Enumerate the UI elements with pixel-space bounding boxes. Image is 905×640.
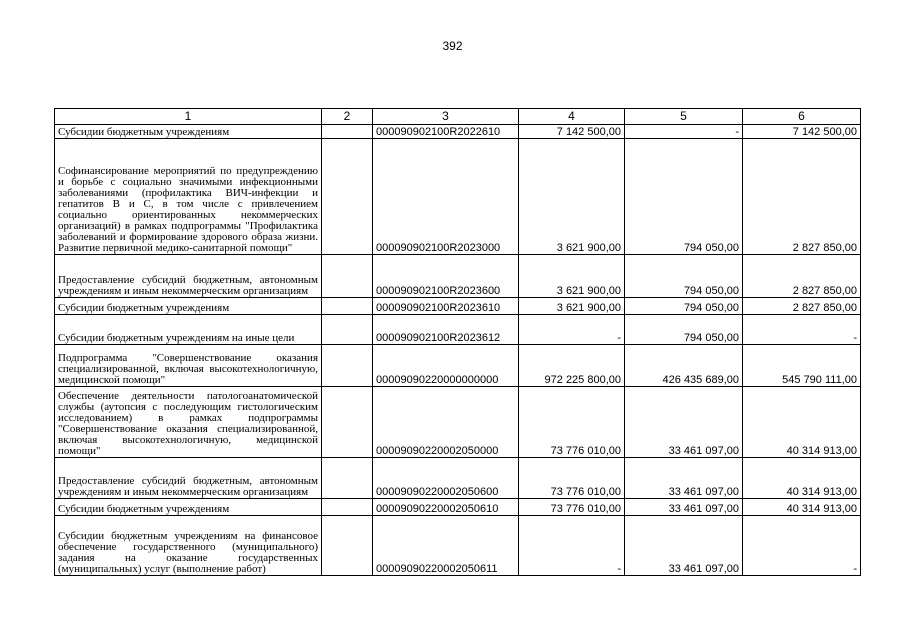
row-name: Субсидии бюджетным учреждениям bbox=[55, 125, 322, 139]
row-col6: 40 314 913,00 bbox=[743, 458, 861, 499]
row-code: 00009090220002050611 bbox=[373, 516, 519, 576]
row-col4: 7 142 500,00 bbox=[519, 125, 625, 139]
table-header-row bbox=[55, 109, 861, 125]
row-code: 000090902100R2023600 bbox=[373, 255, 519, 298]
table-row bbox=[55, 499, 861, 516]
row-name: Предоставление субсидий бюджетным, автономным учреждениям и иным некоммерческим организациям bbox=[55, 458, 322, 499]
row-col5: 794 050,00 bbox=[625, 298, 743, 315]
row-col4: 73 776 010,00 bbox=[519, 458, 625, 499]
row-col5: 33 461 097,00 bbox=[625, 458, 743, 499]
row-name: Софинансирование мероприятий по предупреждению и борьбе с социально значимыми инфекционными заболеваниями (профилактика ВИЧ-инфекции и гепатитов В и С, в том числе с привлечением социально ориентированных некоммерческих организаций) в рамках подпрограммы "Профилактика заболеваний и формирование здорового образа жизни. Развитие первичной медико-санитарной помощи" bbox=[55, 139, 322, 255]
row-name: Предоставление субсидий бюджетным, автономным учреждениям и иным некоммерческим организациям bbox=[55, 255, 322, 298]
row-col6: 2 827 850,00 bbox=[743, 255, 861, 298]
row-col5: 794 050,00 bbox=[625, 315, 743, 345]
row-col2 bbox=[322, 315, 373, 345]
row-col5: 33 461 097,00 bbox=[625, 387, 743, 458]
row-col2 bbox=[322, 255, 373, 298]
table-row bbox=[55, 387, 861, 458]
row-col6: 40 314 913,00 bbox=[743, 387, 861, 458]
row-col2 bbox=[322, 139, 373, 255]
row-name: Обеспечение деятельности патологоанатомической службы (аутопсия с последующим гистологическим исследованием) в рамках подпрограммы "Совершенствование оказания специализированной, включая высокотехнологичную, медицинской помощи" bbox=[55, 387, 322, 458]
row-col6: 7 142 500,00 bbox=[743, 125, 861, 139]
table-row bbox=[55, 516, 861, 576]
row-col2 bbox=[322, 499, 373, 516]
row-code: 00009090220000000000 bbox=[373, 345, 519, 387]
row-col6: - bbox=[743, 315, 861, 345]
row-code: 000090902100R2022610 bbox=[373, 125, 519, 139]
row-code: 00009090220002050600 bbox=[373, 458, 519, 499]
column-header: 1 bbox=[55, 109, 322, 125]
row-col4: 73 776 010,00 bbox=[519, 387, 625, 458]
row-col4: 972 225 800,00 bbox=[519, 345, 625, 387]
row-col2 bbox=[322, 298, 373, 315]
row-col2 bbox=[322, 458, 373, 499]
row-col2 bbox=[322, 345, 373, 387]
table-row bbox=[55, 255, 861, 298]
page-number: 392 bbox=[442, 39, 463, 53]
table-row bbox=[55, 345, 861, 387]
row-name: Подпрограмма "Совершенствование оказания специализированной, включая высокотехнологичную, медицинской помощи" bbox=[55, 345, 322, 387]
row-code: 000090902100R2023612 bbox=[373, 315, 519, 345]
row-code: 00009090220002050610 bbox=[373, 499, 519, 516]
row-col6: 545 790 111,00 bbox=[743, 345, 861, 387]
row-col4: - bbox=[519, 315, 625, 345]
row-name: Субсидии бюджетным учреждениям на иные цели bbox=[55, 315, 322, 345]
column-header: 3 bbox=[373, 109, 519, 125]
row-name: Субсидии бюджетным учреждениям bbox=[55, 499, 322, 516]
row-col5: 794 050,00 bbox=[625, 255, 743, 298]
row-col2 bbox=[322, 125, 373, 139]
table-row bbox=[55, 315, 861, 345]
row-col6: 2 827 850,00 bbox=[743, 298, 861, 315]
row-col5: 33 461 097,00 bbox=[625, 499, 743, 516]
table-row bbox=[55, 458, 861, 499]
table-row bbox=[55, 125, 861, 139]
row-col2 bbox=[322, 516, 373, 576]
row-code: 000090902100R2023610 bbox=[373, 298, 519, 315]
row-col4: 3 621 900,00 bbox=[519, 298, 625, 315]
row-col5: 794 050,00 bbox=[625, 139, 743, 255]
column-header: 5 bbox=[625, 109, 743, 125]
row-col6: 40 314 913,00 bbox=[743, 499, 861, 516]
row-name: Субсидии бюджетным учреждениям bbox=[55, 298, 322, 315]
row-col2 bbox=[322, 387, 373, 458]
row-col4: - bbox=[519, 516, 625, 576]
table-row bbox=[55, 139, 861, 255]
row-col4: 3 621 900,00 bbox=[519, 139, 625, 255]
column-header: 4 bbox=[519, 109, 625, 125]
table-row bbox=[55, 298, 861, 315]
row-col6: 2 827 850,00 bbox=[743, 139, 861, 255]
row-col5: 33 461 097,00 bbox=[625, 516, 743, 576]
row-code: 00009090220002050000 bbox=[373, 387, 519, 458]
row-col4: 73 776 010,00 bbox=[519, 499, 625, 516]
row-name: Субсидии бюджетным учреждениям на финансовое обеспечение государственного (муниципального) задания на оказание государственных (муниципальных) услуг (выполнение работ) bbox=[55, 516, 322, 576]
row-col5: - bbox=[625, 125, 743, 139]
row-col6: - bbox=[743, 516, 861, 576]
budget-table bbox=[54, 108, 861, 576]
row-col5: 426 435 689,00 bbox=[625, 345, 743, 387]
row-code: 000090902100R2023000 bbox=[373, 139, 519, 255]
row-col4: 3 621 900,00 bbox=[519, 255, 625, 298]
column-header: 6 bbox=[743, 109, 861, 125]
column-header: 2 bbox=[322, 109, 373, 125]
